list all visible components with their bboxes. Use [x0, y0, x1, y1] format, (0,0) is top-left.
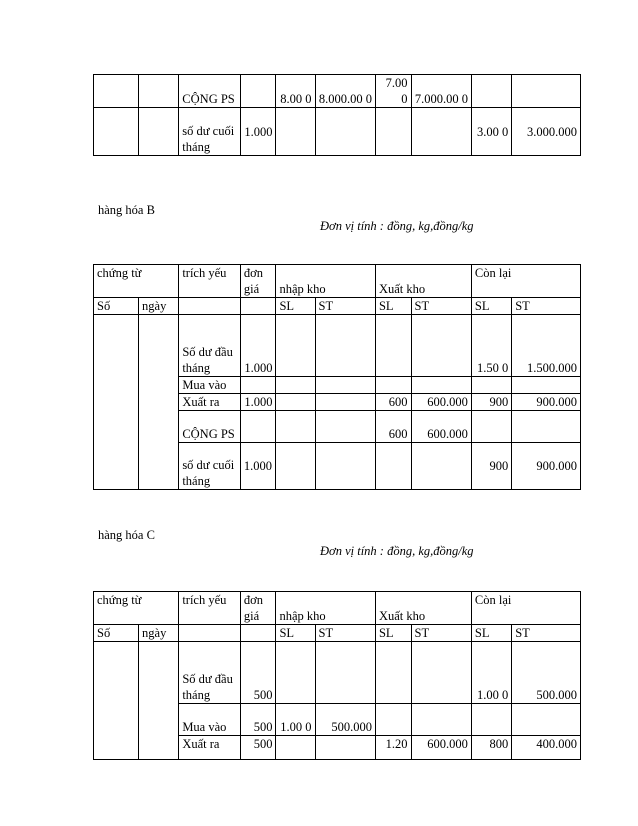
header-trich-yeu: trích yếu: [179, 592, 241, 625]
table-cell: [411, 315, 471, 377]
section-c-title: hàng hóa C: [98, 528, 155, 542]
stock-table-b: [93, 264, 581, 490]
table-cell: [139, 315, 179, 490]
table-cell: [94, 315, 139, 490]
header-xuat-kho: Xuất kho: [375, 592, 471, 625]
table-cell: Xuất ra: [179, 736, 241, 760]
header-sl: SL: [471, 625, 511, 642]
table-cell: [512, 704, 581, 736]
table-cell: 3.00 0: [471, 108, 511, 156]
subheader-row: [94, 298, 581, 315]
header-don-gia: đơn giá: [240, 592, 276, 625]
stock-table-c: [93, 591, 581, 760]
table-cell: [276, 315, 315, 377]
table-cell: [411, 108, 471, 156]
table-cell: 900.000: [512, 394, 581, 411]
table-cell: số dư cuối tháng: [179, 108, 241, 156]
table-cell: 900: [471, 443, 511, 490]
table-cell: 600.000: [411, 736, 471, 760]
table-cell: [471, 75, 511, 108]
table-cell: [179, 75, 241, 108]
table-cell: 1.000: [240, 108, 276, 156]
table-cell: [471, 377, 511, 394]
table-cell: [411, 377, 471, 394]
subheader-row: [94, 625, 581, 642]
table-cell: [512, 377, 581, 394]
table-cell: 1.000: [240, 443, 276, 490]
table-cell: [179, 298, 241, 315]
table-cell: [179, 625, 241, 642]
table-cell: 8.000.00 0: [315, 75, 375, 108]
table-cell: [315, 642, 375, 704]
header-con-lai: Còn lại: [471, 592, 580, 625]
table-cell: 1.50 0: [471, 315, 511, 377]
section-c-unit: Đơn vị tính : đồng, kg,đồng/kg: [320, 544, 474, 558]
table-cell: số dư cuối tháng: [179, 443, 241, 490]
table-cell: [375, 377, 411, 394]
table-cell: CỘNG PS: [179, 411, 241, 443]
table-cell: [375, 108, 411, 156]
table-cell: Mua vào: [179, 704, 241, 736]
table-cell: 400.000: [512, 736, 581, 760]
header-sl: SL: [471, 298, 511, 315]
header-don-gia: đơn giá: [240, 265, 276, 298]
table-cell: Xuất ra: [179, 394, 241, 411]
header-xuat-kho: Xuất kho: [375, 265, 471, 298]
cell-text: CỘNG PS: [182, 92, 235, 106]
table-cell: [276, 394, 315, 411]
table-cell: 600: [375, 394, 411, 411]
table-cell: 7.00 0: [375, 75, 411, 108]
table-cell: [276, 443, 315, 490]
table-cell: [411, 443, 471, 490]
table-cell: 500: [240, 736, 276, 760]
table-cell: 800: [471, 736, 511, 760]
table-cell: [471, 411, 511, 443]
header-st: ST: [411, 625, 471, 642]
table-cell: 600: [375, 411, 411, 443]
table-row: [94, 315, 581, 377]
table-cell: [276, 736, 315, 760]
table-row: [94, 75, 581, 108]
table-cell: 1.000: [240, 315, 276, 377]
header-ngay: ngày: [139, 625, 179, 642]
table-cell: [240, 411, 276, 443]
table-cell: [240, 298, 276, 315]
table-cell: Số dư đầu tháng: [179, 315, 241, 377]
table-cell: 1.000: [240, 394, 276, 411]
table-cell: [139, 642, 179, 760]
table-cell: 500: [240, 642, 276, 704]
table-cell: [240, 75, 276, 108]
header-nhap-kho: nhập kho: [276, 265, 376, 298]
table-cell: 1.00 0: [471, 642, 511, 704]
table-row: [94, 642, 581, 704]
table-cell: [276, 108, 315, 156]
header-nhap-kho: nhập kho: [276, 592, 376, 625]
table-cell: 900: [471, 394, 511, 411]
table-cell: [512, 411, 581, 443]
table-cell: 7.000.00 0: [411, 75, 471, 108]
table-cell: [315, 411, 375, 443]
section-b-unit: Đơn vị tính : đồng, kg,đồng/kg: [320, 219, 474, 233]
table-cell: [94, 75, 139, 108]
table-cell: [375, 704, 411, 736]
header-chung-tu: chứng từ: [94, 265, 179, 298]
table-cell: 500.000: [315, 704, 375, 736]
table-cell: [276, 411, 315, 443]
table-cell: [240, 377, 276, 394]
stock-table-a: [93, 74, 581, 156]
table-cell: [276, 377, 315, 394]
table-cell: [240, 625, 276, 642]
table-cell: 500.000: [512, 642, 581, 704]
table-cell: 1.00 0: [276, 704, 315, 736]
header-so: Số: [94, 625, 139, 642]
table-cell: [315, 394, 375, 411]
table-cell: 8.00 0: [276, 75, 315, 108]
table-cell: [375, 443, 411, 490]
header-st: ST: [512, 625, 581, 642]
header-st: ST: [315, 298, 375, 315]
header-so: Số: [94, 298, 139, 315]
header-sl: SL: [375, 298, 411, 315]
table-cell: [375, 315, 411, 377]
header-sl: SL: [375, 625, 411, 642]
table-cell: 600.000: [411, 394, 471, 411]
table-row: [94, 108, 581, 156]
header-st: ST: [411, 298, 471, 315]
table-cell: Số dư đầu tháng: [179, 642, 241, 704]
header-ngay: ngày: [139, 298, 179, 315]
table-cell: [94, 642, 139, 760]
table-cell: [315, 108, 375, 156]
table-cell: Mua vào: [179, 377, 241, 394]
table-cell: 900.000: [512, 443, 581, 490]
table-cell: [315, 315, 375, 377]
table-cell: [139, 75, 179, 108]
table-cell: 600.000: [411, 411, 471, 443]
table-cell: [471, 704, 511, 736]
table-cell: [375, 642, 411, 704]
table-cell: [315, 377, 375, 394]
table-cell: [94, 108, 139, 156]
table-cell: [411, 704, 471, 736]
header-trich-yeu: trích yếu: [179, 265, 241, 298]
header-sl: SL: [276, 625, 315, 642]
header-con-lai: Còn lại: [471, 265, 580, 298]
header-row: [94, 592, 581, 625]
section-b-title: hàng hóa B: [98, 203, 155, 217]
table-cell: [411, 642, 471, 704]
table-cell: 500: [240, 704, 276, 736]
table-cell: [276, 642, 315, 704]
table-cell: [315, 736, 375, 760]
header-sl: SL: [276, 298, 315, 315]
table-cell: 1.20: [375, 736, 411, 760]
header-st: ST: [315, 625, 375, 642]
table-cell: 1.500.000: [512, 315, 581, 377]
table-cell: 3.000.000: [512, 108, 581, 156]
header-chung-tu: chứng từ: [94, 592, 179, 625]
table-cell: [315, 443, 375, 490]
table-cell: [512, 75, 581, 108]
table-cell: [139, 108, 179, 156]
header-row: [94, 265, 581, 298]
header-st: ST: [512, 298, 581, 315]
